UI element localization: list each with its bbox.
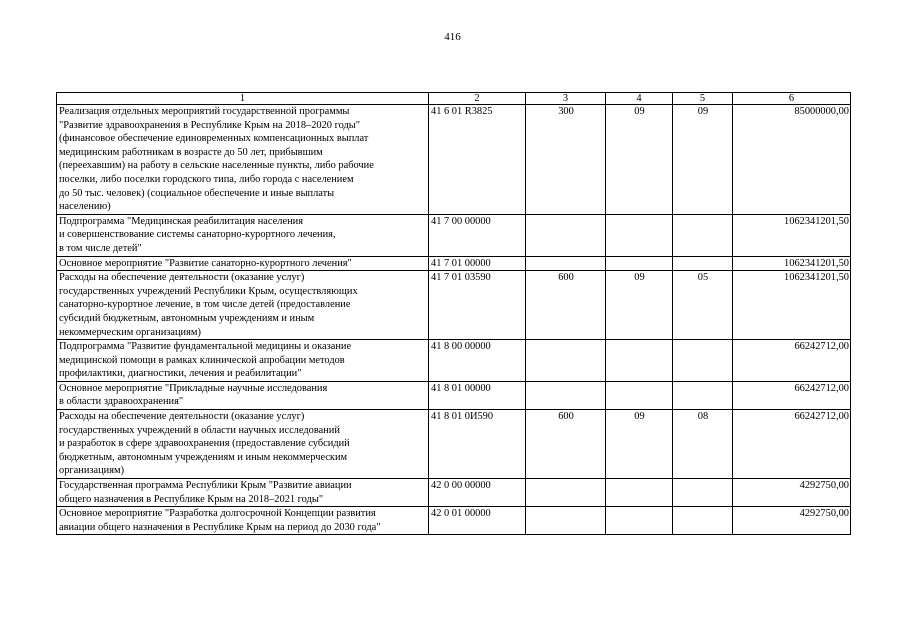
row-amount: 1062341201,50 (733, 271, 851, 340)
table-row (57, 271, 851, 340)
table-row (57, 381, 851, 409)
row-section (606, 256, 673, 271)
table-row (57, 340, 851, 382)
row-section (606, 214, 673, 256)
row-description: Основное мероприятие "Разработка долгосрочной Концепции развития авиации общего назначения в Республике Крым на период до 2030 года" (57, 507, 429, 535)
column-header-6: 6 (733, 93, 851, 105)
row-expense-type: 300 (526, 105, 606, 215)
row-description: Подпрограмма "Развитие фундаментальной медицины и оказание медицинской помощи в рамках клинической апробации методов профилактики, диагностики, лечения и реабилитации" (57, 340, 429, 382)
row-code: 41 7 01 03590 (429, 271, 526, 340)
column-header-5: 5 (673, 93, 733, 105)
row-section (606, 507, 673, 535)
row-subsection: 05 (673, 271, 733, 340)
row-description: Основное мероприятие "Прикладные научные исследования в области здравоохранения" (57, 381, 429, 409)
row-subsection (673, 256, 733, 271)
row-code: 41 8 01 00000 (429, 381, 526, 409)
row-subsection (673, 340, 733, 382)
row-amount: 4292750,00 (733, 507, 851, 535)
row-section (606, 479, 673, 507)
row-subsection: 08 (673, 410, 733, 479)
row-subsection (673, 214, 733, 256)
row-expense-type: 600 (526, 271, 606, 340)
table-row (57, 214, 851, 256)
row-subsection: 09 (673, 105, 733, 215)
row-section (606, 381, 673, 409)
row-code: 41 8 00 00000 (429, 340, 526, 382)
table-row (57, 256, 851, 271)
row-description: Расходы на обеспечение деятельности (оказание услуг) государственных учреждений в области научных исследований и разработок в сфере здравоохранения (предоставление субсидий бюджетным, автономным учреждениям и иным некоммерческим организациям) (57, 410, 429, 479)
row-code: 42 0 00 00000 (429, 479, 526, 507)
row-description: Расходы на обеспечение деятельности (оказание услуг) государственных учреждений Республики Крым, осуществляющих санаторно-курортное лечение, в том числе детей (предоставление субсидий бюджетным, автономным учреждениям и иным некоммерческим организациям) (57, 271, 429, 340)
row-section: 09 (606, 271, 673, 340)
row-code: 41 7 01 00000 (429, 256, 526, 271)
table-row (57, 507, 851, 535)
column-header-1: 1 (57, 93, 429, 105)
column-number-row (57, 93, 851, 105)
page-number: 416 (444, 31, 461, 43)
row-amount: 66242712,00 (733, 340, 851, 382)
row-section (606, 340, 673, 382)
row-amount: 66242712,00 (733, 381, 851, 409)
row-subsection (673, 479, 733, 507)
row-expense-type (526, 340, 606, 382)
row-expense-type (526, 479, 606, 507)
row-amount: 1062341201,50 (733, 256, 851, 271)
row-code: 42 0 01 00000 (429, 507, 526, 535)
row-expense-type: 600 (526, 410, 606, 479)
table-row (57, 410, 851, 479)
row-amount: 66242712,00 (733, 410, 851, 479)
row-subsection (673, 507, 733, 535)
row-code: 41 7 00 00000 (429, 214, 526, 256)
row-section: 09 (606, 105, 673, 215)
table-row (57, 479, 851, 507)
row-subsection (673, 381, 733, 409)
row-description: Основное мероприятие "Развитие санаторно-курортного лечения" (57, 256, 429, 271)
row-amount: 4292750,00 (733, 479, 851, 507)
column-header-4: 4 (606, 93, 673, 105)
column-header-3: 3 (526, 93, 606, 105)
row-amount: 85000000,00 (733, 105, 851, 215)
row-section: 09 (606, 410, 673, 479)
row-amount: 1062341201,50 (733, 214, 851, 256)
table-row (57, 105, 851, 215)
row-expense-type (526, 381, 606, 409)
column-header-2: 2 (429, 93, 526, 105)
row-description: Государственная программа Республики Крым "Развитие авиации общего назначения в Республике Крым на 2018–2021 годы" (57, 479, 429, 507)
row-code: 41 6 01 R3825 (429, 105, 526, 215)
budget-table (56, 92, 851, 535)
row-expense-type (526, 256, 606, 271)
row-expense-type (526, 507, 606, 535)
row-expense-type (526, 214, 606, 256)
row-description: Подпрограмма "Медицинская реабилитация населения и совершенствование системы санаторно-курортного лечения, в том числе детей" (57, 214, 429, 256)
row-description: Реализация отдельных мероприятий государственной программы "Развитие здравоохранения в Республике Крым на 2018–2020 годы" (финансовое обеспечение единовременных компенсационных выплат медицинским работникам в возрасте до 50 лет, прибывшим (переехавшим) на работу в сельские населенные пункты, либо рабочие поселки, либо поселки городского типа, либо города с населением до 50 тыс. человек) (социальное обеспечение и иные выплаты населению) (57, 105, 429, 215)
row-code: 41 8 01 0И590 (429, 410, 526, 479)
